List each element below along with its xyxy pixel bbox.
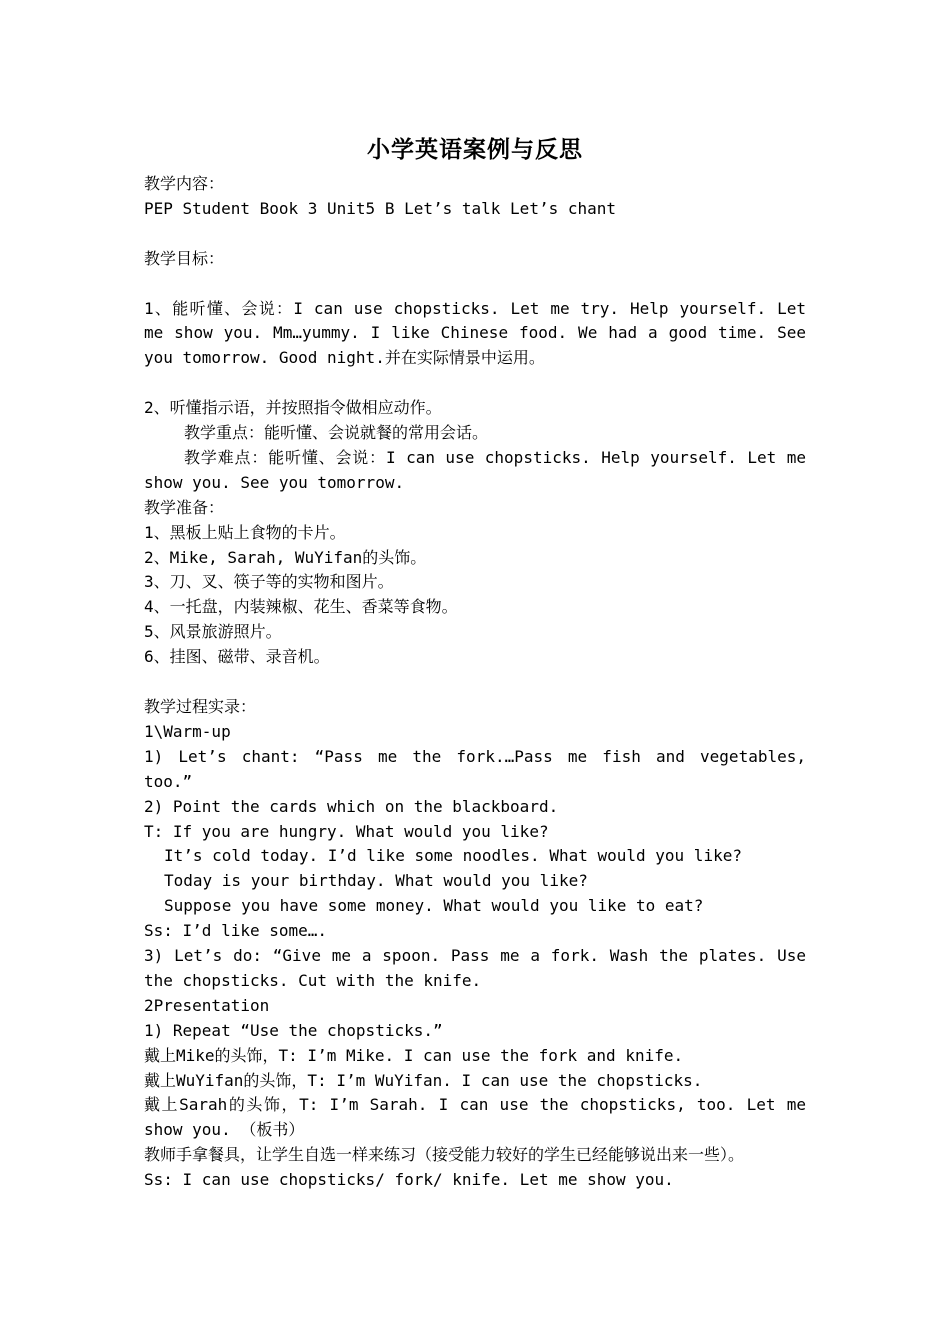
goal-1: 1、能听懂、会说：I can use chopsticks. Let me try. Help yourself. Let me show you. Mm…yummy. I like Chinese food. We had a good time. See you tomorrow. Good night.并在实际情景中运用。	[144, 298, 816, 368]
spacer	[144, 670, 806, 695]
warmup-step-3: 3) Let’s do: “Give me a spoon. Pass me a fork. Wash the plates. Use the chopsticks. Cut with the knife.	[144, 946, 816, 990]
content-label: 教学内容：	[144, 174, 225, 193]
goal-2: 2、听懂指示语，并按照指令做相应动作。	[144, 398, 442, 418]
presentation-heading: 2Presentation	[144, 995, 270, 1015]
spacer	[144, 222, 806, 247]
warmup-dialog-4: Suppose you have some money. What would you like to eat?	[164, 896, 704, 916]
presentation-line-6: Ss: I can use chopsticks/ fork/ knife. Let me show you.	[144, 1170, 674, 1190]
warmup-dialog-2: It’s cold today. I’d like some noodles. What would you like?	[164, 846, 742, 866]
prep-label: 教学准备：	[144, 497, 225, 517]
presentation-line-5: 教师手拿餐具，让学生自选一样来练习（接受能力较好的学生已经能够说出来一些）。	[144, 1145, 745, 1165]
difficult-point: 教学难点：能听懂、会说：I can use chopsticks. Help yourself. Let me show you. See you tomorrow.	[144, 447, 816, 492]
prep-item-6: 6、挂图、磁带、录音机。	[144, 647, 330, 667]
document-page	[144, 128, 816, 1193]
prep-item-1: 1、黑板上贴上食物的卡片。	[144, 522, 346, 542]
warmup-step-1: 1) Let’s chant: “Pass me the fork.…Pass me fish and vegetables, too.”	[144, 746, 816, 791]
content-text: PEP Student Book 3 Unit5 B Let’s talk Let’s chant	[144, 198, 617, 218]
presentation-line-3: 戴上WuYifan的头饰，T: I’m WuYifan. I can use the chopsticks.	[144, 1070, 703, 1090]
prep-item-3: 3、刀、叉、筷子等的实物和图片。	[144, 572, 394, 592]
spacer	[144, 371, 806, 396]
warmup-dialog-3: Today is your birthday. What would you like?	[164, 871, 588, 891]
goals-label: 教学目标：	[144, 248, 225, 268]
document-title: 小学英语案例与反思	[367, 136, 583, 163]
warmup-dialog-1: T: If you are hungry. What would you like?	[144, 821, 549, 841]
prep-item-2: 2、Mike, Sarah, WuYifan的头饰。	[144, 547, 427, 567]
prep-item-4: 4、一托盘，内装辣椒、花生、香菜等食物。	[144, 597, 458, 617]
presentation-line-4: 戴上Sarah的头饰，T: I’m Sarah. I can use the chopsticks, too. Let me show you. （板书）	[144, 1095, 816, 1140]
warmup-step-2: 2) Point the cards which on the blackboard.	[144, 796, 559, 816]
prep-item-5: 5、风景旅游照片。	[144, 622, 282, 642]
process-label: 教学过程实录：	[144, 696, 257, 716]
warmup-dialog-5: Ss: I’d like some….	[144, 921, 328, 941]
presentation-step-1: 1) Repeat “Use the chopsticks.”	[144, 1020, 443, 1040]
warmup-heading: 1\Warm-up	[144, 721, 231, 741]
key-point: 教学重点：能听懂、会说就餐的常用会话。	[184, 423, 489, 443]
spacer	[144, 272, 806, 297]
presentation-line-2: 戴上Mike的头饰，T: I’m Mike. I can use the fork and knife.	[144, 1045, 684, 1065]
